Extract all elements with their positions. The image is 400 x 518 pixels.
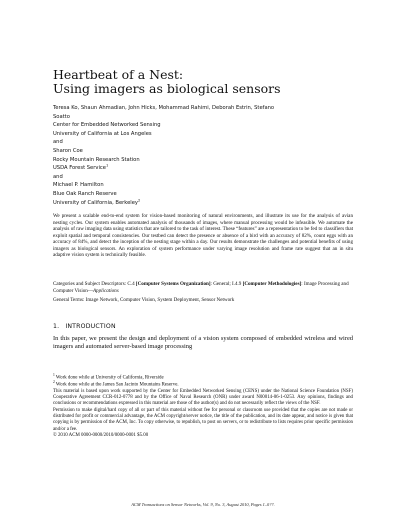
categories-bold-1: [Computer Systems Organization] bbox=[135, 281, 211, 287]
affiliation-2-line-1: Rocky Mountain Research Station bbox=[53, 156, 140, 163]
introduction-paragraph: In this paper, we present the design and deployment of a vision system composed of embedded wireless and wired imagers and automated server-based image processing bbox=[53, 335, 353, 351]
abstract: We present a scalable end-to-end system for vision-based monitoring of natural environments, and illustrate its use for the analysis of avian nesting cycles. Our system enables automated analysis of thousands of images, where manual processing would be infeasible. We automate the analysis of raw imaging data using statistics that are tailored to the task of interest. These “features” are a representation to be fed to classifiers that exploit spatial and temporal consistencies. Our testbed can detect the presence or absence of a bird with an accuracy of 82%, count eggs with an accuracy of 84%, and detect the inception of the nesting stage within a day. Our results demonstrate the challenges and potential benefits of using imagers as biological sensors. An exploration of system performance under varying image resolution and frame rate suggest that an in situ adaptive vision system is technically feasible. bbox=[53, 213, 353, 258]
footnote-2-text: Work done while at the James San Jacinto Mountains Reserve. bbox=[54, 382, 179, 388]
footnote-2 bbox=[53, 379, 353, 389]
section-number: 1. bbox=[53, 323, 60, 330]
author-name-3: Michael P. Hamilton bbox=[53, 182, 104, 189]
title-line-2: Using imagers as biological sensors bbox=[53, 81, 281, 96]
footnote-2-mark: 2 bbox=[53, 379, 55, 384]
and-separator-2: and bbox=[53, 173, 63, 180]
section-heading bbox=[53, 323, 353, 330]
journal-footer: ACM Transactions on Sensor Networks, Vol. 9, No. 3, August 2010, Pages 1–0??. bbox=[131, 502, 275, 507]
affiliation-2-footnote-mark: 1 bbox=[105, 163, 109, 168]
copyright-line: © 2010 ACM 0000-0000/2010/0000-0001 $5.00 bbox=[53, 432, 149, 438]
general-terms: General Terms: Image Network, Computer Vision, System Deployment, Sensor Network bbox=[53, 297, 235, 303]
categories-descriptors bbox=[53, 281, 353, 294]
categories-prefix: Categories and Subject Descriptors: C.4 bbox=[53, 281, 136, 287]
affiliation-1-line-1: Center for Embedded Networked Sensing bbox=[53, 122, 161, 129]
categories-bold-2: [Computer Methodologies] bbox=[242, 281, 302, 287]
affiliation-2-line-2-text: USDA Forest Service bbox=[53, 165, 106, 172]
footnotes bbox=[53, 375, 353, 439]
affiliation-2-line-2 bbox=[53, 164, 353, 173]
affiliation-3-line-2 bbox=[53, 199, 353, 208]
affiliation-3-footnote-mark: 2 bbox=[138, 197, 141, 202]
footnote-1-text: Work done while at University of California, Riverside bbox=[54, 375, 164, 381]
footnote-1 bbox=[53, 375, 353, 382]
categories-italic: Applications bbox=[92, 287, 119, 294]
permission-note: Permission to make digital/hard copy of all or part of this material without fee for personal or classroom use provided that the copies are not made or distributed for profit or commercial advantage, the ACM copyright/server notice, the title of the publication, and its date appear, and notice is given that copying is by permission of the ACM, Inc. To copy otherwise, to republish, to post on servers, or to redistribute to lists requires prior specific permission and/or a fee. bbox=[53, 407, 353, 432]
categories-mid: : General; I.4.9 bbox=[210, 281, 243, 287]
author-block bbox=[53, 104, 353, 207]
author-name-2: Sharon Coe bbox=[53, 147, 83, 154]
categories-tail: : Image Processing and Computer Vision— bbox=[53, 281, 349, 294]
author-names-line-1: Teresa Ko, Shaun Ahmadian, John Hicks, Mohammad Rahimi, Deborah Estrin, Stefano bbox=[53, 105, 275, 111]
paper-title bbox=[53, 68, 353, 96]
and-separator-1: and bbox=[53, 139, 63, 146]
footnote-1-mark: 1 bbox=[53, 373, 55, 377]
affiliation-1-line-2: University of California at Los Angeles bbox=[53, 130, 152, 137]
funding-note: This material is based upon work supported by the Center for Embedded Networked Sensing (CENS) under the National Science Foundation (NSF) Cooperative Agreement CCR-012-0778 and by the Office of Naval Research (ONR) under award N00014-06-1-0253. Any opinions, findings and conclusions or recommendations expressed in this material are those of the author(s) and do not necessarily reflect the views of the NSF. bbox=[53, 388, 353, 407]
section-title: INTRODUCTION bbox=[65, 323, 116, 330]
author-names-line-2: Soatto bbox=[53, 113, 70, 120]
affiliation-3-line-1: Blue Oak Ranch Reserve bbox=[53, 190, 117, 197]
title-line-1: Heartbeat of a Nest: bbox=[53, 67, 184, 82]
affiliation-3-line-2-text: University of California, Berkeley bbox=[53, 199, 138, 206]
